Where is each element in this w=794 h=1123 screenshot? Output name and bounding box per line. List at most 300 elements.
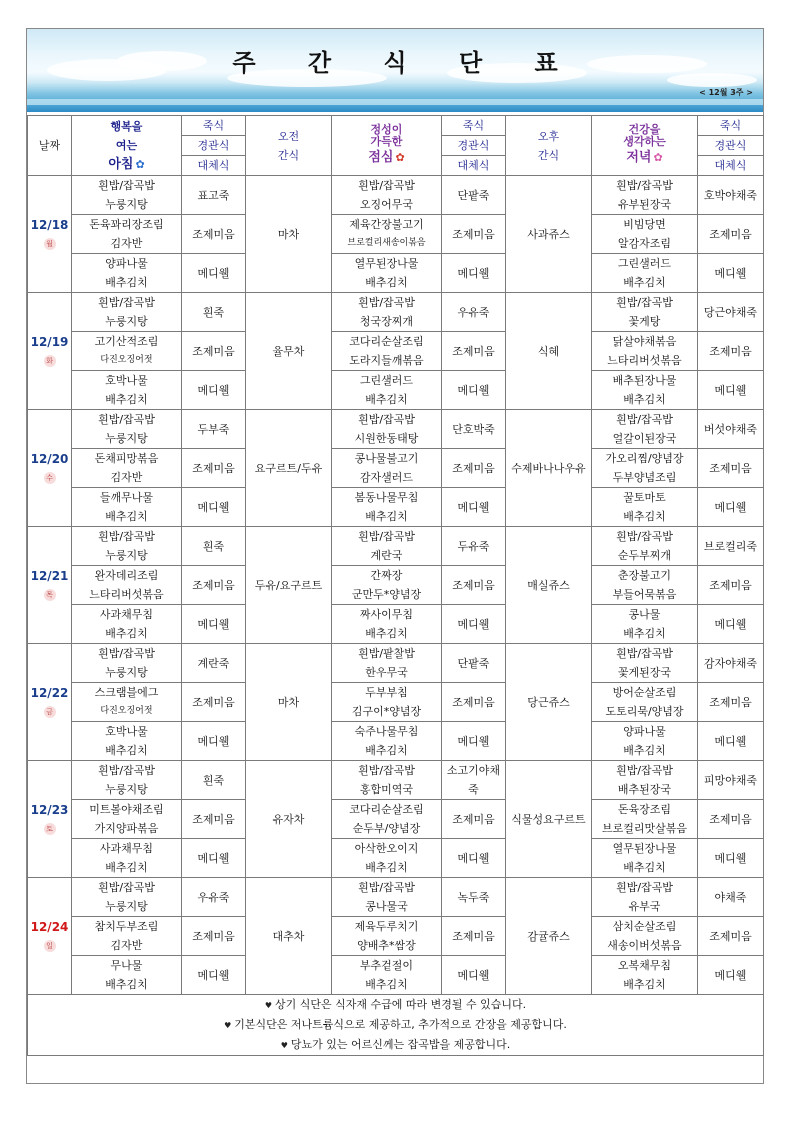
menu-item: 알감자조림	[617, 237, 672, 250]
menu-item: 배추김치	[623, 744, 666, 757]
menu-item: 호박나물	[105, 725, 148, 738]
breakfast-porridge-cell: 흰죽	[182, 527, 246, 566]
breakfast-sub-header: 대체식	[182, 156, 246, 176]
dinner-tube-cell: 조제미음	[698, 215, 764, 254]
table-row	[28, 644, 764, 683]
lunch-porridge-header: 죽식	[442, 116, 506, 136]
dinner-cell	[592, 800, 698, 839]
menu-item: 배추김치	[365, 627, 408, 640]
lunch-porridge-cell: 우유죽	[442, 293, 506, 332]
menu-item: 미트볼야채조림	[89, 803, 164, 816]
menu-item: 비빔당면	[623, 218, 666, 231]
dinner-tube-header: 경관식	[698, 136, 764, 156]
lunch-cell	[332, 449, 442, 488]
menu-item: 배추김치	[105, 861, 148, 874]
breakfast-cell	[72, 956, 182, 995]
notes	[28, 995, 764, 1056]
dinner-cell	[592, 332, 698, 371]
date-label: 12/22	[30, 685, 69, 700]
breakfast-cell	[72, 449, 182, 488]
menu-item: 열무된장나물	[612, 842, 677, 855]
heart-icon: ♥	[280, 1041, 288, 1050]
menu-item: 배추된장나물	[612, 374, 677, 387]
lunch-cell	[332, 566, 442, 605]
note-item: ♥ 당뇨가 있는 어르신께는 잡곡밥을 제공합니다.	[280, 1038, 511, 1051]
menu-item: 다진오징어젓	[100, 706, 153, 716]
breakfast-tube-header: 경관식	[182, 136, 246, 156]
weekday-badge: 일	[44, 940, 56, 952]
weekday-badge: 월	[44, 238, 56, 250]
snack-pm-cell: 수제바나나우유	[506, 410, 592, 527]
snack-am-cell: 유자차	[246, 761, 332, 878]
breakfast-cell	[72, 371, 182, 410]
menu-item: 부추겉절이	[359, 959, 414, 972]
menu-item: 누룽지탕	[105, 666, 148, 679]
table-row	[28, 956, 764, 995]
lunch-sub-cell: 메디웰	[442, 956, 506, 995]
date-label: 12/18	[30, 217, 69, 232]
breakfast-cell	[72, 722, 182, 761]
breakfast-cell	[72, 527, 182, 566]
dinner-tube-cell: 조제미음	[698, 566, 764, 605]
table-row	[28, 332, 764, 371]
lunch-cell	[332, 800, 442, 839]
menu-item: 도라지들깨볶음	[349, 354, 424, 367]
snack-pm-cell: 당근쥬스	[506, 644, 592, 761]
menu-item: 참치두부조림	[94, 920, 159, 933]
table-row	[28, 566, 764, 605]
dinner-tube-cell: 조제미음	[698, 800, 764, 839]
menu-item: 누룽지탕	[105, 549, 148, 562]
breakfast-porridge-cell: 계란죽	[182, 644, 246, 683]
menu-item: 김자반	[110, 471, 143, 484]
lunch-sub-cell: 메디웰	[442, 839, 506, 878]
menu-item: 돈채피망볶음	[94, 452, 159, 465]
menu-item: 그린샐러드	[617, 257, 672, 270]
menu-item: 누룽지탕	[105, 900, 148, 913]
date-header: 날짜	[28, 116, 72, 176]
dinner-cell	[592, 722, 698, 761]
date-cell	[28, 293, 72, 410]
pink-flower-icon: ✿	[653, 151, 663, 164]
lunch-tube-cell: 조제미음	[442, 215, 506, 254]
lunch-cell	[332, 488, 442, 527]
menu-item: 배추김치	[623, 978, 666, 991]
menu-item: 배추김치	[365, 744, 408, 757]
breakfast-sub-cell: 메디웰	[182, 254, 246, 293]
dinner-cell	[592, 917, 698, 956]
menu-item: 배추김치	[365, 276, 408, 289]
menu-item: 배추김치	[365, 861, 408, 874]
dinner-cell	[592, 449, 698, 488]
menu-item: 김자반	[110, 237, 143, 250]
table-row	[28, 215, 764, 254]
table-row	[28, 683, 764, 722]
menu-item: 군만두*양념장	[351, 588, 422, 601]
breakfast-cell	[72, 878, 182, 917]
menu-item: 흰밥/잡곡밥	[358, 413, 415, 426]
dinner-cell	[592, 956, 698, 995]
menu-item: 오복채무침	[617, 959, 672, 972]
lunch-cell	[332, 410, 442, 449]
breakfast-cell	[72, 410, 182, 449]
menu-item: 흰밥/잡곡밥	[616, 881, 673, 894]
menu-item: 새송이버섯볶음	[607, 939, 682, 952]
dinner-sub-cell: 메디웰	[698, 488, 764, 527]
menu-item: 흰밥/잡곡밥	[358, 764, 415, 777]
dinner-cell	[592, 839, 698, 878]
lunch-cell	[332, 956, 442, 995]
breakfast-sub-cell: 메디웰	[182, 488, 246, 527]
menu-item: 배추김치	[365, 978, 408, 991]
date-label: 12/21	[30, 568, 69, 583]
menu-item: 춘장불고기	[617, 569, 672, 582]
lunch-cell	[332, 722, 442, 761]
date-label: 12/20	[30, 451, 69, 466]
menu-item: 호박나물	[105, 374, 148, 387]
breakfast-cell	[72, 917, 182, 956]
lunch-sub-header: 대체식	[442, 156, 506, 176]
lunch-cell	[332, 917, 442, 956]
snack-am-cell: 요구르트/두유	[246, 410, 332, 527]
menu-item: 흰밥/잡곡밥	[358, 296, 415, 309]
date-cell	[28, 410, 72, 527]
table-row	[28, 605, 764, 644]
dinner-cell	[592, 761, 698, 800]
breakfast-porridge-cell: 우유죽	[182, 878, 246, 917]
menu-item: 한우무국	[365, 666, 408, 679]
menu-sheet	[26, 28, 764, 1084]
snack-pm-cell: 사과쥬스	[506, 176, 592, 293]
lunch-tube-cell: 조제미음	[442, 683, 506, 722]
red-flower-icon: ✿	[395, 151, 405, 164]
dinner-porridge-cell: 브로컬리죽	[698, 527, 764, 566]
date-cell	[28, 644, 72, 761]
menu-item: 흰밥/잡곡밥	[98, 296, 155, 309]
snack-pm-cell: 감귤쥬스	[506, 878, 592, 995]
menu-item: 유부국	[628, 900, 661, 913]
date-cell	[28, 176, 72, 293]
weekday-badge: 화	[44, 355, 56, 367]
dinner-porridge-header: 죽식	[698, 116, 764, 136]
menu-item: 흰밥/잡곡밥	[98, 413, 155, 426]
menu-item: 돈육꽈리장조림	[89, 218, 164, 231]
dinner-sub-cell: 메디웰	[698, 254, 764, 293]
dinner-cell	[592, 566, 698, 605]
menu-item: 누룽지탕	[105, 432, 148, 445]
lunch-sub-cell: 메디웰	[442, 254, 506, 293]
menu-item: 배추김치	[105, 276, 148, 289]
menu-item: 꽃게탕	[628, 315, 661, 328]
menu-item: 코다리순살조림	[349, 803, 424, 816]
lunch-cell	[332, 839, 442, 878]
menu-item: 시원한동태탕	[354, 432, 419, 445]
table-row	[28, 527, 764, 566]
menu-item: 배추김치	[623, 276, 666, 289]
date-cell	[28, 761, 72, 878]
table-row	[28, 449, 764, 488]
dinner-porridge-cell: 피망야채죽	[698, 761, 764, 800]
menu-item: 무나물	[110, 959, 143, 972]
blue-flower-icon: ✿	[135, 158, 145, 171]
lunch-cell	[332, 605, 442, 644]
lunch-porridge-cell: 두유죽	[442, 527, 506, 566]
dinner-cell	[592, 605, 698, 644]
lunch-cell	[332, 176, 442, 215]
breakfast-cell	[72, 215, 182, 254]
page-title: 주 간 식 단 표	[232, 49, 580, 77]
menu-item: 열무된장나물	[354, 257, 419, 270]
lunch-cell	[332, 878, 442, 917]
snack-am-cell: 율무차	[246, 293, 332, 410]
snack-am-cell: 마차	[246, 644, 332, 761]
menu-item: 닭살야채볶음	[612, 335, 677, 348]
menu-item: 스크램블에그	[94, 686, 159, 699]
breakfast-sub-cell: 메디웰	[182, 722, 246, 761]
menu-item: 제육간장불고기	[349, 218, 424, 231]
dinner-sub-cell: 메디웰	[698, 839, 764, 878]
breakfast-cell	[72, 293, 182, 332]
menu-item: 양파나물	[105, 257, 148, 270]
lunch-cell	[332, 761, 442, 800]
menu-item: 순두부/양념장	[352, 822, 421, 835]
menu-item: 아삭한오이지	[354, 842, 419, 855]
menu-item: 얼갈이된장국	[612, 432, 677, 445]
lunch-cell	[332, 215, 442, 254]
snack-am-header: 오전 간식	[246, 116, 332, 176]
breakfast-tube-cell: 조제미음	[182, 449, 246, 488]
breakfast-cell	[72, 566, 182, 605]
menu-item: 흰밥/잡곡밥	[616, 296, 673, 309]
breakfast-cell	[72, 332, 182, 371]
lunch-tube-cell: 조제미음	[442, 332, 506, 371]
weekday-badge: 수	[44, 472, 56, 484]
menu-item: 누룽지탕	[105, 198, 148, 211]
menu-item: 제육두루치기	[354, 920, 419, 933]
breakfast-sub-cell: 메디웰	[182, 956, 246, 995]
dinner-tube-cell: 조제미음	[698, 683, 764, 722]
snack-am-cell: 두유/요구르트	[246, 527, 332, 644]
dinner-sub-cell: 메디웰	[698, 605, 764, 644]
dinner-porridge-cell: 호박야채죽	[698, 176, 764, 215]
dinner-header: 건강을 생각하는 저녁 ✿	[592, 116, 698, 176]
menu-item: 두부양념조림	[612, 471, 677, 484]
lunch-tube-cell: 조제미음	[442, 566, 506, 605]
menu-item: 흰밥/잡곡밥	[616, 764, 673, 777]
menu-item: 그린샐러드	[359, 374, 414, 387]
breakfast-cell	[72, 839, 182, 878]
menu-item: 감자샐러드	[359, 471, 414, 484]
dinner-porridge-cell: 감자야채죽	[698, 644, 764, 683]
lunch-cell	[332, 293, 442, 332]
breakfast-cell	[72, 605, 182, 644]
menu-item: 배추김치	[365, 393, 408, 406]
lunch-cell	[332, 332, 442, 371]
menu-item: 흰밥/잡곡밥	[358, 881, 415, 894]
table-row	[28, 371, 764, 410]
menu-item: 배추김치	[105, 744, 148, 757]
table-row	[28, 839, 764, 878]
snack-pm-cell: 식물성요구르트	[506, 761, 592, 878]
menu-item: 고기산적조림	[94, 335, 159, 348]
table-row	[28, 254, 764, 293]
breakfast-sub-cell: 메디웰	[182, 839, 246, 878]
lunch-cell	[332, 683, 442, 722]
menu-item: 흰밥/잡곡밥	[616, 179, 673, 192]
dinner-cell	[592, 644, 698, 683]
snack-pm-cell: 매실쥬스	[506, 527, 592, 644]
menu-item: 느타리버섯볶음	[89, 588, 164, 601]
table-row	[28, 761, 764, 800]
lunch-tube-header: 경관식	[442, 136, 506, 156]
table-row	[28, 176, 764, 215]
menu-item: 흰밥/잡곡밥	[358, 530, 415, 543]
table-row	[28, 878, 764, 917]
menu-item: 배추김치	[105, 393, 148, 406]
menu-item: 간짜장	[370, 569, 403, 582]
table-row	[28, 410, 764, 449]
snack-am-cell: 마차	[246, 176, 332, 293]
weekday-badge: 토	[44, 823, 56, 835]
dinner-tube-cell: 조제미음	[698, 332, 764, 371]
table-row	[28, 293, 764, 332]
menu-item: 느타리버섯볶음	[607, 354, 682, 367]
dinner-porridge-cell: 야채죽	[698, 878, 764, 917]
menu-item: 꿀토마토	[623, 491, 666, 504]
menu-item: 콩나물불고기	[354, 452, 419, 465]
lunch-cell	[332, 254, 442, 293]
heart-icon: ♥	[224, 1021, 232, 1030]
snack-pm-header: 오후 간식	[506, 116, 592, 176]
lunch-cell	[332, 644, 442, 683]
menu-item: 흰밥/잡곡밥	[616, 647, 673, 660]
menu-item: 완자데리조림	[94, 569, 159, 582]
dinner-sub-header: 대체식	[698, 156, 764, 176]
breakfast-tube-cell: 조제미음	[182, 683, 246, 722]
note-item: ♥ 기본식단은 저나트륨식으로 제공하고, 추가적으로 간장을 제공합니다.	[224, 1018, 567, 1031]
lunch-header: 정성이 가득한 점심 ✿	[332, 116, 442, 176]
menu-item: 유부된장국	[617, 198, 672, 211]
breakfast-cell	[72, 644, 182, 683]
breakfast-cell	[72, 683, 182, 722]
breakfast-tube-cell: 조제미음	[182, 917, 246, 956]
table-row	[28, 722, 764, 761]
table-row	[28, 917, 764, 956]
dinner-tube-cell: 조제미음	[698, 917, 764, 956]
menu-item: 흰밥/잡곡밥	[616, 530, 673, 543]
date-label: 12/23	[30, 802, 69, 817]
lunch-tube-cell: 조제미음	[442, 917, 506, 956]
menu-item: 배추김치	[623, 393, 666, 406]
lunch-porridge-cell: 소고기야채죽	[442, 761, 506, 800]
dinner-sub-cell: 메디웰	[698, 722, 764, 761]
breakfast-tube-cell: 조제미음	[182, 332, 246, 371]
breakfast-cell	[72, 488, 182, 527]
dinner-cell	[592, 488, 698, 527]
menu-item: 삼치순살조림	[612, 920, 677, 933]
breakfast-porridge-cell: 두부죽	[182, 410, 246, 449]
date-label: 12/24	[30, 919, 69, 934]
menu-item: 사과채무침	[99, 842, 154, 855]
dinner-cell	[592, 527, 698, 566]
menu-item: 가오리찜/양념장	[605, 452, 684, 465]
menu-item: 방어순살조림	[612, 686, 677, 699]
menu-item: 흰밥/잡곡밥	[98, 530, 155, 543]
dinner-cell	[592, 878, 698, 917]
dinner-cell	[592, 254, 698, 293]
menu-item: 배추김치	[623, 627, 666, 640]
breakfast-porridge-cell: 흰죽	[182, 761, 246, 800]
menu-item: 김자반	[110, 939, 143, 952]
menu-item: 배추김치	[623, 861, 666, 874]
menu-item: 사과채무침	[99, 608, 154, 621]
lunch-cell	[332, 371, 442, 410]
breakfast-header: 행복을 여는 아침 ✿	[72, 116, 182, 176]
table-row	[28, 488, 764, 527]
lunch-porridge-cell: 단팥죽	[442, 176, 506, 215]
menu-item: 브로컬리맛살볶음	[601, 822, 687, 835]
lunch-sub-cell: 메디웰	[442, 605, 506, 644]
weekday-badge: 목	[44, 589, 56, 601]
menu-item: 흰밥/잡곡밥	[98, 647, 155, 660]
menu-item: 코다리순살조림	[349, 335, 424, 348]
menu-item: 흰밥/잡곡밥	[358, 179, 415, 192]
breakfast-porridge-cell: 흰죽	[182, 293, 246, 332]
menu-item: 배추김치	[623, 510, 666, 523]
weekday-badge: 금	[44, 706, 56, 718]
menu-item: 배추김치	[105, 627, 148, 640]
dinner-sub-cell: 메디웰	[698, 371, 764, 410]
menu-item: 들깨무나물	[99, 491, 154, 504]
dinner-cell	[592, 215, 698, 254]
menu-item: 배추된장국	[617, 783, 672, 796]
header-banner	[27, 29, 763, 112]
breakfast-tube-cell: 조제미음	[182, 566, 246, 605]
menu-item: 가지양파볶음	[94, 822, 159, 835]
lunch-porridge-cell: 단호박죽	[442, 410, 506, 449]
menu-item: 다진오징어젓	[100, 355, 153, 365]
date-cell	[28, 527, 72, 644]
menu-item: 순두부찌개	[617, 549, 672, 562]
snack-pm-cell: 식혜	[506, 293, 592, 410]
breakfast-cell	[72, 800, 182, 839]
menu-item: 부들어묵볶음	[612, 588, 677, 601]
menu-item: 두부부침	[365, 686, 408, 699]
menu-item: 짜사이무침	[359, 608, 414, 621]
menu-body	[28, 176, 764, 995]
menu-item: 김구이*양념장	[351, 705, 422, 718]
breakfast-porridge-header: 죽식	[182, 116, 246, 136]
dinner-cell	[592, 176, 698, 215]
breakfast-tube-cell: 조제미음	[182, 800, 246, 839]
dinner-cell	[592, 371, 698, 410]
menu-item: 숙주나물무침	[354, 725, 419, 738]
breakfast-cell	[72, 254, 182, 293]
lunch-cell	[332, 527, 442, 566]
menu-item: 계란국	[370, 549, 403, 562]
lunch-tube-cell: 조제미음	[442, 449, 506, 488]
note-item: ♥ 상기 식단은 식자재 수급에 따라 변경될 수 있습니다.	[264, 998, 527, 1011]
menu-item: 꽃게된장국	[617, 666, 672, 679]
menu-item: 흰밥/잡곡밥	[98, 764, 155, 777]
table-row	[28, 800, 764, 839]
weekly-menu-table	[27, 115, 764, 1056]
lunch-tube-cell: 조제미음	[442, 800, 506, 839]
lunch-sub-cell: 메디웰	[442, 488, 506, 527]
lunch-porridge-cell: 녹두죽	[442, 878, 506, 917]
lunch-porridge-cell: 단팥죽	[442, 644, 506, 683]
menu-item: 콩나물	[628, 608, 661, 621]
